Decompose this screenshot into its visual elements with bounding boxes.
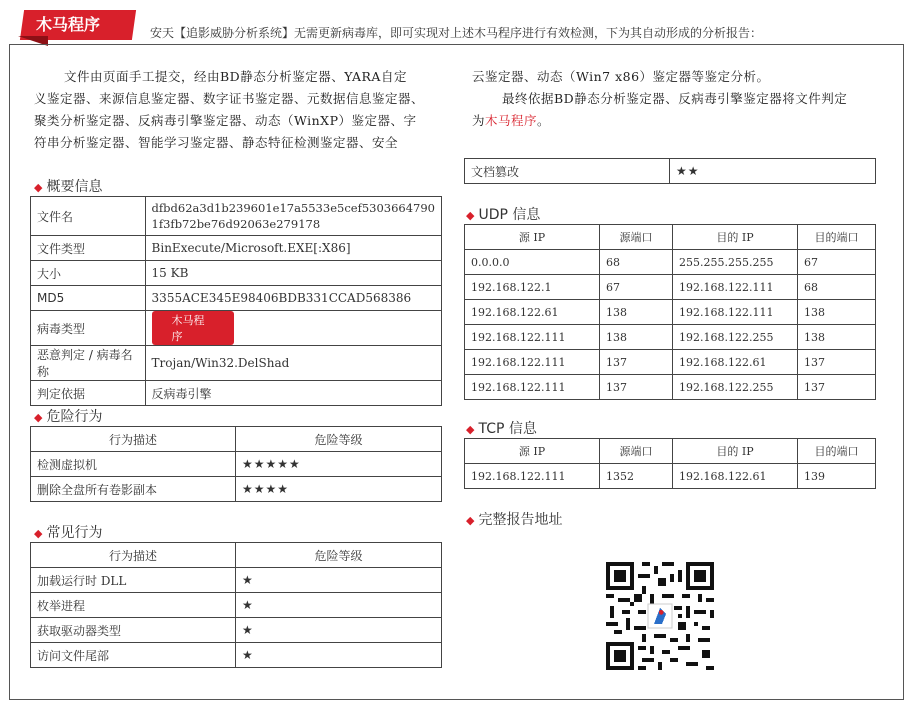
table-row: 192.168.122.61 138 192.168.122.111 138 xyxy=(465,300,876,325)
table-row: 192.168.122.111 137 192.168.122.255 137 xyxy=(465,375,876,400)
tcp-title: ◆ TCP 信息 xyxy=(466,421,537,437)
intro-line: 文件由页面手工提交，经由BD静态分析鉴定器、YARA自定 xyxy=(64,69,407,84)
intro-line: 为木马程序。 xyxy=(472,113,551,128)
diamond-icon: ◆ xyxy=(34,527,43,540)
diamond-icon: ◆ xyxy=(466,209,475,222)
intro-line: 云鉴定器、动态（Win7 x86）鉴定器等鉴定分析。 xyxy=(472,69,770,84)
table-row: 192.168.122.111 138 192.168.122.255 138 xyxy=(465,325,876,350)
virus-type-badge: 木马程序 xyxy=(152,311,234,345)
danger-title: ◆ 危险行为 xyxy=(34,409,103,425)
diamond-icon: ◆ xyxy=(34,411,43,424)
common-table xyxy=(30,542,442,668)
common-title: ◆ 常见行为 xyxy=(34,525,103,541)
table-header: 源 IP 源端口 目的 IP 目的端口 xyxy=(465,225,876,250)
table-row: 192.168.122.111 1352 192.168.122.61 139 xyxy=(465,464,876,489)
diamond-icon: ◆ xyxy=(34,181,43,194)
table-header: 行为描述 危险等级 xyxy=(31,543,442,568)
table-header: 行为描述 危险等级 xyxy=(31,427,442,452)
verdict-highlight: 木马程序 xyxy=(485,113,538,128)
intro-line: 聚类分析鉴定器、反病毒引擎鉴定器、动态（WinXP）鉴定器、字 xyxy=(34,113,417,128)
table-row: 删除全盘所有卷影副本 ★★★★ xyxy=(31,477,442,502)
tamper-table xyxy=(464,158,876,184)
intro-left xyxy=(34,66,454,154)
udp-title: ◆ UDP 信息 xyxy=(466,207,541,223)
overview-title: ◆ 概要信息 xyxy=(34,179,103,195)
table-row: 判定依据 反病毒引擎 xyxy=(31,381,442,406)
tcp-table xyxy=(464,438,876,489)
report-title: ◆ 完整报告地址 xyxy=(466,512,563,528)
table-row: 文档篡改 ★★ xyxy=(465,159,876,184)
table-row: 枚举进程 ★ xyxy=(31,593,442,618)
table-header: 源 IP 源端口 目的 IP 目的端口 xyxy=(465,439,876,464)
table-row: 恶意判定 / 病毒名称 Trojan/Win32.DelShad xyxy=(31,346,442,381)
table-row: 文件类型 BinExecute/Microsoft.EXE[:X86] xyxy=(31,236,442,261)
qr-code-icon[interactable] xyxy=(606,562,714,670)
overview-table xyxy=(30,196,442,406)
diamond-icon: ◆ xyxy=(466,423,475,436)
table-row: 访问文件尾部 ★ xyxy=(31,643,442,668)
intro-line: 最终依据BD静态分析鉴定器、反病毒引擎鉴定器将文件判定 xyxy=(502,91,848,106)
intro-right xyxy=(472,66,892,132)
section-tag: 木马程序 xyxy=(20,10,136,40)
udp-table xyxy=(464,224,876,400)
table-row: 获取驱动器类型 ★ xyxy=(31,618,442,643)
table-row: 192.168.122.111 137 192.168.122.61 137 xyxy=(465,350,876,375)
table-row: 0.0.0.0 68 255.255.255.255 67 xyxy=(465,250,876,275)
diamond-icon: ◆ xyxy=(466,514,475,527)
table-row: 加载运行时 DLL ★ xyxy=(31,568,442,593)
intro-line: 符串分析鉴定器、智能学习鉴定器、静态特征检测鉴定器、安全 xyxy=(34,135,399,150)
danger-table xyxy=(30,426,442,502)
table-row: 192.168.122.1 67 192.168.122.111 68 xyxy=(465,275,876,300)
table-row: MD5 3355ACE345E98406BDB331CCAD568386 xyxy=(31,286,442,311)
intro-line: 义鉴定器、来源信息鉴定器、数字证书鉴定器、元数据信息鉴定器、 xyxy=(34,91,425,106)
header-description: 安天【追影威胁分析系统】无需更新病毒库，即可实现对上述木马程序进行有效检测，下为其自动形成的分析报告： xyxy=(150,26,763,40)
table-row: 病毒类型 木马程序 xyxy=(31,311,442,346)
table-row: 大小 15 KB xyxy=(31,261,442,286)
table-row: 文件名 dfbd62a3d1b239601e17a5533e5cef5303664790 1f3fb72be76d92063e279178 xyxy=(31,197,442,236)
table-row: 检测虚拟机 ★★★★★ xyxy=(31,452,442,477)
